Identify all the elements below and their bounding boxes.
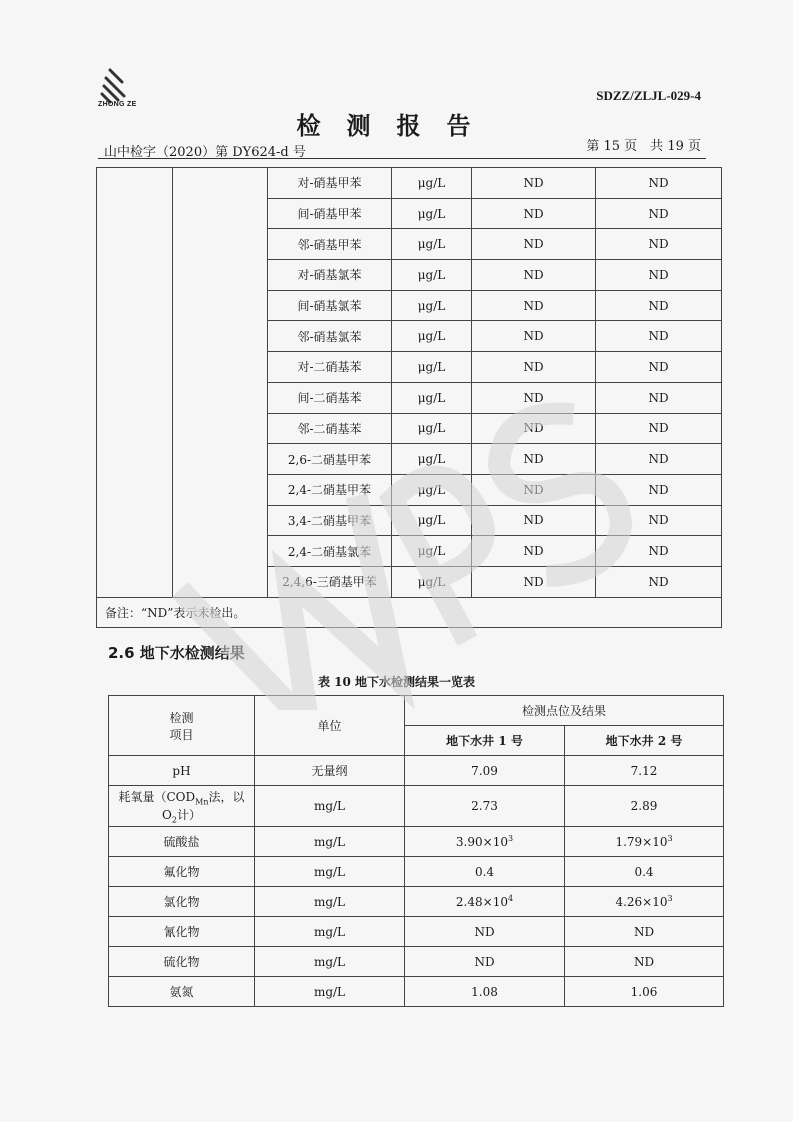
document-number: SDZZ/ZLJL-029-4 — [596, 88, 701, 103]
header-points: 检测点位及结果 — [405, 696, 724, 726]
unit: μg/L — [392, 413, 472, 444]
unit: μg/L — [392, 290, 472, 321]
table-row — [109, 857, 724, 887]
well-1-value: 7.09 — [405, 756, 565, 786]
well-2-value: 7.12 — [565, 756, 724, 786]
compound-name: 邻-二硝基苯 — [268, 413, 392, 444]
compound-name: 间-硝基甲苯 — [268, 198, 392, 229]
well-2-value: ND — [565, 917, 724, 947]
method-cell — [173, 168, 268, 598]
compound-name: 2,4,6-三硝基甲苯 — [268, 566, 392, 597]
result-2: ND — [596, 474, 722, 505]
well-2-value: 2.89 — [565, 786, 724, 827]
result-2: ND — [596, 413, 722, 444]
well-2-value: $1.79\times 10^3$ — [565, 827, 724, 857]
section-title: 2.6 地下水检测结果 — [108, 644, 245, 662]
unit: μg/L — [392, 505, 472, 536]
result-1: ND — [472, 290, 596, 321]
compound-name: 邻-硝基甲苯 — [268, 229, 392, 260]
unit: mg/L — [255, 827, 405, 857]
table-row — [109, 887, 724, 917]
report-title: 检测报告 — [296, 111, 497, 140]
well-1-value: 1.08 — [405, 977, 565, 1007]
result-1: ND — [472, 382, 596, 413]
unit: mg/L — [255, 947, 405, 977]
result-1: ND — [472, 536, 596, 567]
logo-text: ZHONG ZE — [98, 101, 137, 108]
result-1: ND — [472, 505, 596, 536]
unit: μg/L — [392, 168, 472, 199]
table-row — [109, 917, 724, 947]
compound-name: 2,4-二硝基氯苯 — [268, 536, 392, 567]
well-1-value: $2.48\times 10^4$ — [405, 887, 565, 917]
unit: μg/L — [392, 566, 472, 597]
nitro-compounds-table — [96, 167, 722, 628]
table-row — [109, 977, 724, 1007]
unit: mg/L — [255, 887, 405, 917]
unit: μg/L — [392, 352, 472, 383]
result-1: ND — [472, 352, 596, 383]
unit: μg/L — [392, 321, 472, 352]
table-row — [109, 827, 724, 857]
well-1-value: 2.73 — [405, 786, 565, 827]
table-caption: 表 10 地下水检测结果一览表 — [317, 675, 476, 689]
item-name: pH — [109, 756, 255, 786]
compound-name: 3,4-二硝基甲苯 — [268, 505, 392, 536]
result-2: ND — [596, 168, 722, 199]
report-number: 山中检字（2020）第 DY624-d 号 — [104, 145, 306, 160]
item-name: 硫酸盐 — [109, 827, 255, 857]
compound-name: 对-硝基甲苯 — [268, 168, 392, 199]
compound-name: 间-硝基氯苯 — [268, 290, 392, 321]
item-name: 耗氧量（$COD_{Mn}$法，以 $O_2$计） — [109, 786, 255, 827]
unit: 无量纲 — [255, 756, 405, 786]
result-1: ND — [472, 260, 596, 291]
page-number: 第 15 页 共 19 页 — [586, 139, 701, 154]
header-unit: 单位 — [255, 696, 405, 756]
unit: μg/L — [392, 260, 472, 291]
unit: μg/L — [392, 229, 472, 260]
well-2-value: 0.4 — [565, 857, 724, 887]
item-name: 硫化物 — [109, 947, 255, 977]
result-1: ND — [472, 198, 596, 229]
result-1: ND — [472, 413, 596, 444]
table-note: 备注：“ND”表示未检出。 — [97, 597, 722, 628]
result-1: ND — [472, 444, 596, 475]
well-2-value: 1.06 — [565, 977, 724, 1007]
table-row — [109, 947, 724, 977]
header-well-2: 地下水井 2 号 — [565, 726, 724, 756]
result-2: ND — [596, 260, 722, 291]
well-2-value: $4.26\times 10^3$ — [565, 887, 724, 917]
well-2-value: ND — [565, 947, 724, 977]
well-1-value: 0.4 — [405, 857, 565, 887]
header-well-1: 地下水井 1 号 — [405, 726, 565, 756]
unit: mg/L — [255, 917, 405, 947]
result-2: ND — [596, 352, 722, 383]
result-2: ND — [596, 566, 722, 597]
compound-name: 对-二硝基苯 — [268, 352, 392, 383]
unit: mg/L — [255, 857, 405, 887]
result-2: ND — [596, 382, 722, 413]
unit: mg/L — [255, 977, 405, 1007]
result-1: ND — [472, 474, 596, 505]
compound-name: 2,4-二硝基甲苯 — [268, 474, 392, 505]
well-1-value: $3.90\times 10^3$ — [405, 827, 565, 857]
groundwater-results-table — [108, 695, 724, 1007]
well-1-value: ND — [405, 917, 565, 947]
unit: mg/L — [255, 786, 405, 827]
compound-name: 间-二硝基苯 — [268, 382, 392, 413]
item-name: 氯化物 — [109, 887, 255, 917]
result-2: ND — [596, 536, 722, 567]
category-cell — [97, 168, 173, 598]
item-name: 氰化物 — [109, 917, 255, 947]
unit: μg/L — [392, 444, 472, 475]
result-1: ND — [472, 168, 596, 199]
result-2: ND — [596, 505, 722, 536]
result-1: ND — [472, 566, 596, 597]
header-item: 检测 项目 — [109, 696, 255, 756]
compound-name: 对-硝基氯苯 — [268, 260, 392, 291]
result-2: ND — [596, 290, 722, 321]
unit: μg/L — [392, 474, 472, 505]
result-2: ND — [596, 321, 722, 352]
item-name: 氨氮 — [109, 977, 255, 1007]
result-2: ND — [596, 229, 722, 260]
table-row — [97, 168, 722, 199]
unit: μg/L — [392, 198, 472, 229]
result-2: ND — [596, 198, 722, 229]
header-divider — [98, 158, 706, 159]
well-1-value: ND — [405, 947, 565, 977]
result-2: ND — [596, 444, 722, 475]
unit: μg/L — [392, 536, 472, 567]
compound-name: 邻-硝基氯苯 — [268, 321, 392, 352]
table-row — [109, 786, 724, 827]
item-name: 氟化物 — [109, 857, 255, 887]
result-1: ND — [472, 321, 596, 352]
compound-name: 2,6-二硝基甲苯 — [268, 444, 392, 475]
table-row — [109, 756, 724, 786]
result-1: ND — [472, 229, 596, 260]
unit: μg/L — [392, 382, 472, 413]
